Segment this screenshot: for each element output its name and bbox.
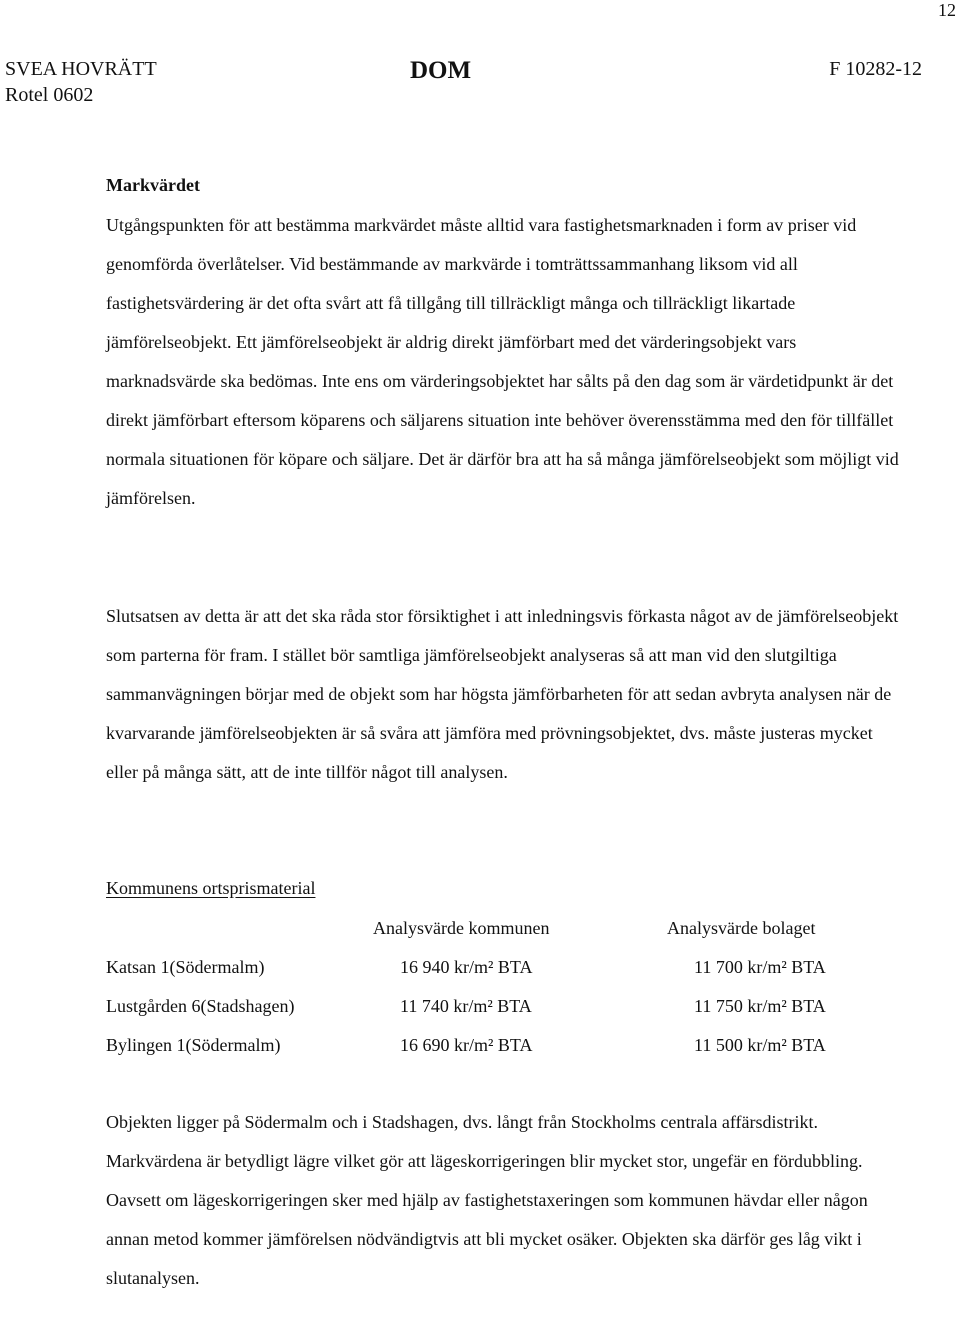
row-value-bolaget: 11 750 kr/m² BTA <box>694 996 826 1016</box>
division-name: Rotel 0602 <box>5 84 94 106</box>
document-type: DOM <box>410 57 472 84</box>
column-header-bolaget: Analysvärde bolaget <box>667 918 816 938</box>
row-value-bolaget: 11 700 kr/m² BTA <box>694 957 826 977</box>
table-row <box>106 953 866 981</box>
table-row <box>106 1031 866 1059</box>
court-name: SVEA HOVRÄTT <box>5 58 157 80</box>
row-object-name: Katsan 1(Södermalm) <box>106 957 265 977</box>
paragraph-objects-location: Objekten ligger på Södermalm och i Stadshagen, dvs. långt från Stockholms centrala affärsdistrikt. Markvärdena är betydligt lägre vilket gör att lägeskorrigeringen blir mycket stor, ungefär en fördubbling. Oavsett om lägeskorrigeringen sker med hjälp av fastighetstaxeringen som kommunen hävdar eller någon annan metod kommer jämförelsen nödvändigtvis att bli mycket osäker. Objekten ska därför ges låg vikt i slutanalysen. <box>106 1112 868 1288</box>
row-value-kommunen: 16 940 kr/m² BTA <box>400 957 533 977</box>
row-value-kommunen: 11 740 kr/m² BTA <box>400 996 532 1016</box>
table-row <box>106 992 866 1020</box>
row-value-bolaget: 11 500 kr/m² BTA <box>694 1035 826 1055</box>
row-value-kommunen: 16 690 kr/m² BTA <box>400 1035 533 1055</box>
table-title <box>106 874 906 902</box>
paragraph-market-value: Utgångspunkten för att bestämma markvärdet måste alltid vara fastighetsmarknaden i form av priser vid genomförda överlåtelser. Vid bestämmande av markvärde i tomträttssammanhang liksom vid all fastighetsvärdering är det ofta svårt att få tillgång till tillräckligt många och tillräckligt likartade jämförelseobjekt. Ett jämförelseobjekt är aldrig direkt jämförbart med det värderingsobjekt vars marknadsvärde ska bedömas. Inte ens om värderingsobjektet har sålts på den dag som är värdetidpunkt är det direkt jämförbart eftersom köparens och säljarens situation inte behöver överensstämma med den för tillfället normala situationen för köpare och säljare. Det är därför bra att ha så många jämförelseobjekt som möjligt vid jämförelsen. <box>106 215 899 508</box>
column-header-kommunen: Analysvärde kommunen <box>373 918 550 938</box>
paragraph-conclusion: Slutsatsen av detta är att det ska råda stor försiktighet i att inledningsvis förkasta något av de jämförelseobjekt som parterna för fram. I stället bör samtliga jämförelseobjekt analyseras så att man vid den slutgiltiga sammanvägningen börjar med de objekt som har högsta jämförbarheten för att sedan avbryta analysen när de kvarvarande jämförelseobjekten är så svåra att jämföra med prövningsobjektet, dvs. måste justeras mycket eller på många sätt, att de inte tillför något till analysen. <box>106 606 899 782</box>
section-heading: Markvärdet <box>106 175 200 195</box>
case-number: F 10282-12 <box>829 58 922 80</box>
table-title-text: Kommunens ortsprismaterial <box>106 878 316 898</box>
row-object-name: Lustgården 6(Stadshagen) <box>106 996 295 1016</box>
row-object-name: Bylingen 1(Södermalm) <box>106 1035 281 1055</box>
page-number: 12 <box>938 0 956 20</box>
document-header-left <box>5 56 157 108</box>
